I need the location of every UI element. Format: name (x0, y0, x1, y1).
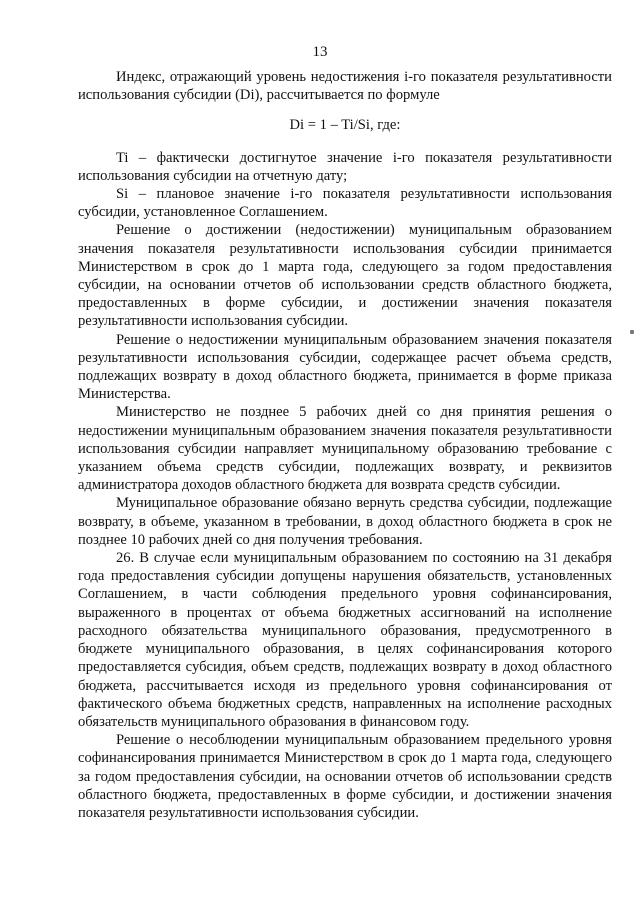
formula: Di = 1 – Ti/Si, где: (289, 117, 401, 134)
paragraph-ti-definition: Ti – фактически достигнутое значение i-го показателя результативности использования субсидии на отчетную дату; (78, 149, 612, 184)
paragraph-cofinancing-decision: Решение о несоблюдении муниципальным образованием предельного уровня софинансирования принимается Министерством в срок до 1 марта года, следующего за годом предоставления субсидии, на основании отчетов об использовании средств областного бюджета, предоставленных в форме субсидии, и достижении значения показателя результативности использования субсидии. (78, 732, 612, 821)
paragraph-ministry-requirement: Министерство не позднее 5 рабочих дней со дня принятия решения о недостижении муниципальным образованием значения показателя результативности использования субсидии направляет муниципальному образованию требование с указанием объема средств субсидии, подлежащих возврату, и реквизитов администратора доходов областного бюджета для возврата средств субсидии. (78, 404, 612, 494)
scan-mark (630, 330, 634, 334)
document-body (78, 68, 612, 822)
paragraph-non-achievement-decision: Решение о недостижении муниципальным образованием значения показателя результативности использования субсидии, содержащее расчет объема средств, подлежащих возврату в доход областного бюджета, принимается в форме приказа Министерства. (78, 331, 612, 403)
paragraph-clause-26: 26. В случае если муниципальным образованием по состоянию на 31 декабря года предоставления субсидии допущены нарушения обязательств, установленных Соглашением, в части соблюдения предельного уровня софинансирования, выраженного в процентах от объема бюджетных ассигнований на исполнение расходного обязательства муниципального образования, предусмотренного в бюджете муниципального образования, в целях софинансирования которого предоставляется субсидия, объем средств, подлежащих возврату в доход областного бюджета, рассчитывается исходя из предельного уровня софинансирования от фактического объема бюджетных средств, направленных на исполнение расходных обязательств муниципального образования в финансовом году. (78, 550, 612, 730)
paragraph-achievement-decision: Решение о достижении (недостижении) муниципальным образованием значения показателя результативности использования субсидии принимается Министерством в срок до 1 марта года, следующего за годом предоставления субсидии, на основании отчетов об использовании средств областного бюджета, предоставленных в форме субсидии, и достижении значения показателя результативности использования субсидии. (78, 222, 612, 330)
page-number: 13 (312, 44, 328, 60)
paragraph-si-definition: Si – плановое значение i-го показателя результативности использования субсидии, установленное Соглашением. (78, 186, 612, 221)
paragraph-index-definition: Индекс, отражающий уровень недостижения i-го показателя результативности использования субсидии (Di), рассчитывается по формуле (78, 69, 612, 104)
paragraph-return-obligation: Муниципальное образование обязано вернуть средства субсидии, подлежащие возврату, в объеме, указанном в требовании, в доход областного бюджета в срок не позднее 10 рабочих дней со дня получения требования. (78, 495, 612, 548)
